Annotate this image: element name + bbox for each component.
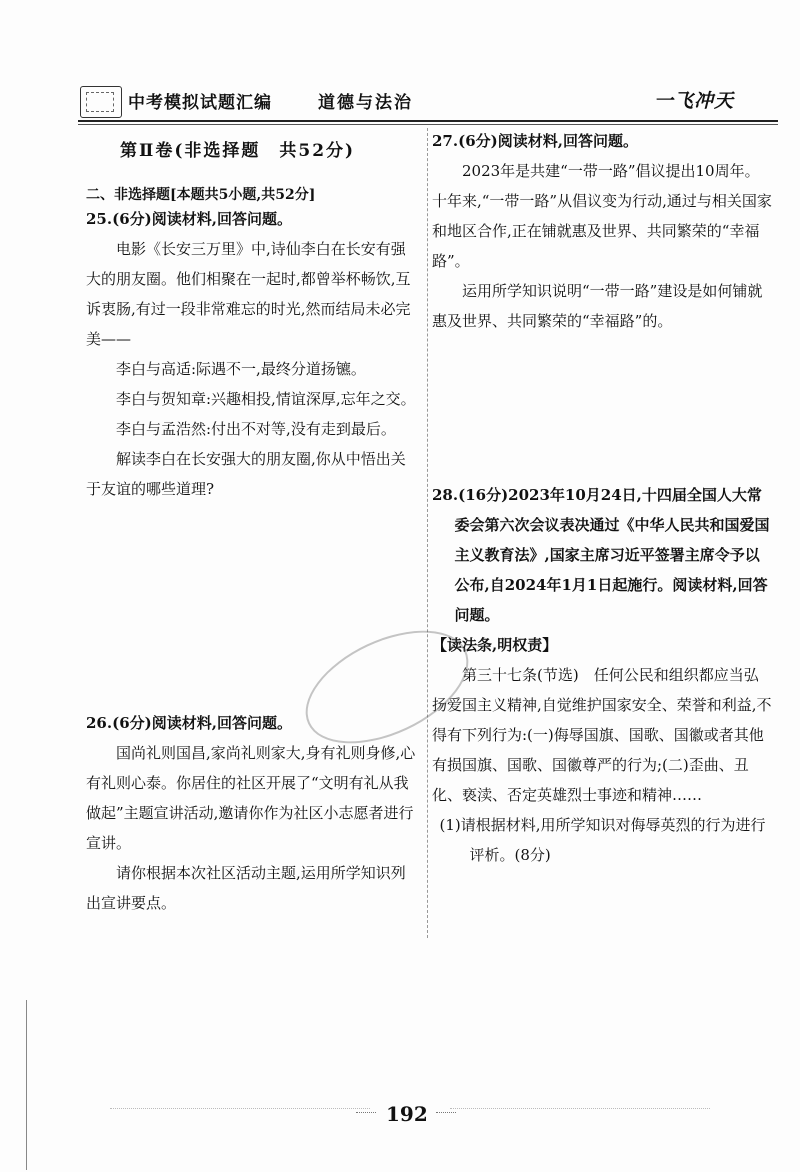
column-divider <box>427 128 428 938</box>
publisher-logo-icon <box>80 86 122 118</box>
question-27 <box>432 126 772 336</box>
question-28 <box>432 480 772 870</box>
section-heading: 二、非选择题[本题共5小题,共52分] <box>86 187 316 203</box>
q27-paragraph: 2023年是共建“一带一路”倡议提出10周年。十年来,“一带一路”从倡议变为行动,通过与相关国家和地区合作,正在铺就惠及世界、共同繁荣的“幸福路”。 <box>432 162 772 270</box>
page-number: 192 <box>386 1102 428 1126</box>
q25-item-menghaoran: 李白与孟浩然:付出不对等,没有走到最后。 <box>116 420 396 438</box>
page-edge <box>26 1000 27 1170</box>
header-rule <box>78 120 778 122</box>
question-25 <box>86 204 416 504</box>
footer-dots-right <box>450 1108 710 1109</box>
q26-question: 请你根据本次社区活动主题,运用所学知识列出宣讲要点。 <box>86 864 406 912</box>
volume-title: 第Ⅱ卷(非选择题 共52分) <box>120 141 356 161</box>
q27-question: 运用所学知识说明“一带一路”建设是如何铺就惠及世界、共同繁荣的“幸福路”的。 <box>432 282 763 330</box>
book-title: 中考模拟试题汇编 <box>128 93 272 113</box>
subject-title: 道德与法治 <box>318 93 413 113</box>
q27-heading: 27.(6分)阅读材料,回答问题。 <box>432 132 638 150</box>
q28-heading: 28.(16分)2023年10月24日,十四届全国人大常委会第六次会议表决通过《中华人民共和国爱国主义教育法》,国家主席习近平签署主席令予以公布,自2024年1月1日起施行。阅读材料,回答问题。 <box>432 486 770 624</box>
q28-bracket-heading: 【读法条,明权责】 <box>432 636 558 654</box>
q25-item-gaoshi: 李白与高适:际遇不一,最终分道扬镳。 <box>116 360 366 378</box>
q25-item-hezhizhang: 李白与贺知章:兴趣相投,情谊深厚,忘年之交。 <box>116 390 416 408</box>
footer-dots-left <box>110 1108 370 1109</box>
q28-law-excerpt: 第三十七条(节选) 任何公民和组织都应当弘扬爱国主义精神,自觉维护国家安全、荣誉和利益,不得有下列行为:(一)侮辱国旗、国歌、国徽或者其他有损国旗、国歌、国徽尊严的行为;(二)歪曲、丑化、亵渎、否定英雄烈士事迹和精神…… <box>432 666 772 804</box>
q25-paragraph: 电影《长安三万里》中,诗仙李白在长安有强大的朋友圈。他们相聚在一起时,都曾举杯畅饮,互诉衷肠,有过一段非常难忘的时光,然而结局未必完美—— <box>86 240 411 348</box>
q26-heading: 26.(6分)阅读材料,回答问题。 <box>86 714 292 732</box>
q28-sub-question-1: (1)请根据材料,用所学知识对侮辱英烈的行为进行评析。(8分) <box>439 816 766 864</box>
q25-question: 解读李白在长安强大的朋友圈,你从中悟出关于友谊的哪些道理? <box>86 450 406 498</box>
header-rule-thin <box>78 124 778 125</box>
brand-name: 一飞冲天 <box>654 90 735 112</box>
q25-heading: 25.(6分)阅读材料,回答问题。 <box>86 210 292 228</box>
q26-paragraph: 国尚礼则国昌,家尚礼则家大,身有礼则身修,心有礼则心泰。你居住的社区开展了“文明有礼从我做起”主题宣讲活动,邀请你作为社区小志愿者进行宣讲。 <box>86 744 416 852</box>
